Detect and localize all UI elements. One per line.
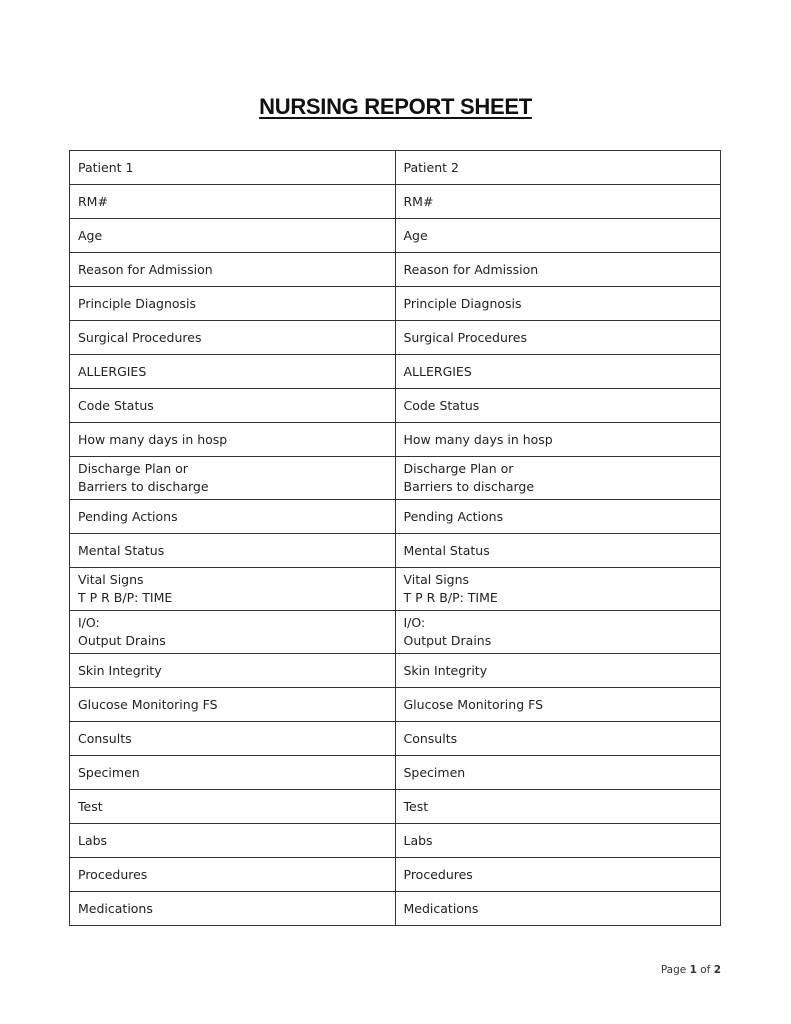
field-label: Reason for Admission [78,261,213,277]
field-label: Patient 1 [78,159,134,175]
patient-2-field-cell[interactable] [395,688,721,722]
patient-1-field-cell[interactable] [70,858,396,892]
patient-1-field-cell[interactable] [70,389,396,423]
table-row [70,151,721,185]
page-number-total: 2 [713,964,721,976]
field-label: Barriers to discharge [403,479,535,494]
field-label: I/O: [78,615,100,630]
table-row [70,500,721,534]
field-label: Glucose Monitoring FS [78,696,218,712]
field-label: How many days in hosp [403,431,553,447]
field-label: Vital Signs [403,572,470,587]
field-label: T P R B/P: TIME [403,590,498,605]
report-table [69,150,721,926]
patient-2-field-cell[interactable] [395,654,721,688]
table-row [70,423,721,457]
field-label: Principle Diagnosis [403,295,522,311]
table-row [70,389,721,423]
table-row [70,185,721,219]
patient-2-field-cell[interactable] [395,321,721,355]
field-label: ALLERGIES [78,363,147,379]
field-label: Mental Status [403,542,490,558]
patient-1-field-cell[interactable] [70,355,396,389]
field-label: How many days in hosp [78,431,228,447]
field-label: Pending Actions [78,508,178,524]
patient-1-field-cell[interactable] [70,500,396,534]
field-label: Patient 2 [403,159,459,175]
field-label: Mental Status [78,542,165,558]
page-title-text: NURSING REPORT SHEET [259,94,532,119]
field-label: Skin Integrity [78,662,162,678]
field-label: Test [403,798,429,814]
patient-1-field-cell[interactable] [70,756,396,790]
field-label: Consults [403,730,458,746]
patient-1-field-cell[interactable] [70,321,396,355]
patient-1-field-cell[interactable] [70,219,396,253]
patient-1-field-cell[interactable] [70,892,396,926]
table-row [70,688,721,722]
patient-1-field-cell[interactable] [70,688,396,722]
patient-2-field-cell[interactable] [395,219,721,253]
table-row [70,824,721,858]
patient-1-field-cell[interactable] [70,534,396,568]
patient-1-field-cell[interactable] [70,790,396,824]
field-label: Medications [403,900,479,916]
patient-2-field-cell[interactable] [395,611,721,654]
table-row [70,287,721,321]
page-number-of: of [696,964,714,976]
patient-1-field-cell[interactable] [70,151,396,185]
table-row [70,756,721,790]
patient-1-field-cell[interactable] [70,287,396,321]
patient-2-field-cell[interactable] [395,287,721,321]
table-row [70,568,721,611]
field-label: Consults [78,730,132,746]
page-number-prefix: Page [660,964,690,976]
patient-2-field-cell[interactable] [395,824,721,858]
field-label: Principle Diagnosis [78,295,197,311]
field-label: Labs [403,832,433,848]
table-row [70,321,721,355]
field-label: Specimen [78,764,140,780]
field-label: Vital Signs [78,572,144,587]
patient-2-field-cell[interactable] [395,151,721,185]
field-label: Age [78,227,103,243]
table-row [70,858,721,892]
patient-2-field-cell[interactable] [395,185,721,219]
patient-1-field-cell[interactable] [70,611,396,654]
patient-2-field-cell[interactable] [395,457,721,500]
table-row [70,253,721,287]
patient-2-field-cell[interactable] [395,568,721,611]
field-label: I/O: [403,615,426,630]
page-title [0,94,791,120]
field-label: Glucose Monitoring FS [403,696,544,712]
field-label: Code Status [403,397,480,413]
patient-2-field-cell[interactable] [395,858,721,892]
field-label: Pending Actions [403,508,504,524]
patient-2-field-cell[interactable] [395,756,721,790]
table-row [70,534,721,568]
field-label: Procedures [403,866,473,882]
patient-2-field-cell[interactable] [395,355,721,389]
field-label: Medications [78,900,153,916]
page-number [661,964,721,976]
patient-1-field-cell[interactable] [70,654,396,688]
field-label: Discharge Plan or [78,461,188,476]
patient-2-field-cell[interactable] [395,892,721,926]
table-row [70,790,721,824]
field-label: Procedures [78,866,148,882]
field-label: Specimen [403,764,466,780]
table-row [70,219,721,253]
page-number-current: 1 [689,964,697,976]
table-row [70,457,721,500]
patient-1-field-cell[interactable] [70,824,396,858]
field-label: Discharge Plan or [403,461,514,476]
patient-1-field-cell[interactable] [70,568,396,611]
patient-2-field-cell[interactable] [395,722,721,756]
field-label: Code Status [78,397,154,413]
patient-2-field-cell[interactable] [395,534,721,568]
field-label: Labs [78,832,108,848]
field-label: RM# [403,193,434,209]
field-label: Skin Integrity [403,662,488,678]
patient-2-field-cell[interactable] [395,790,721,824]
patient-1-field-cell[interactable] [70,722,396,756]
patient-1-field-cell[interactable] [70,253,396,287]
patient-2-field-cell[interactable] [395,253,721,287]
table-row [70,722,721,756]
field-label: Output Drains [403,633,492,648]
field-label: Test [78,798,103,814]
field-label: Surgical Procedures [403,329,527,345]
table-row [70,892,721,926]
field-label: Output Drains [78,633,166,648]
field-label: Reason for Admission [403,261,539,277]
patient-1-field-cell[interactable] [70,185,396,219]
patient-1-field-cell[interactable] [70,457,396,500]
table-row [70,611,721,654]
table-row [70,654,721,688]
patient-2-field-cell[interactable] [395,500,721,534]
patient-1-field-cell[interactable] [70,423,396,457]
field-label: Barriers to discharge [78,479,209,494]
field-label: Surgical Procedures [78,329,202,345]
table-row [70,355,721,389]
field-label: Age [403,227,428,243]
field-label: T P R B/P: TIME [78,590,173,605]
patient-2-field-cell[interactable] [395,389,721,423]
report-table-body [70,151,721,926]
field-label: RM# [78,193,108,209]
patient-2-field-cell[interactable] [395,423,721,457]
field-label: ALLERGIES [403,363,472,379]
